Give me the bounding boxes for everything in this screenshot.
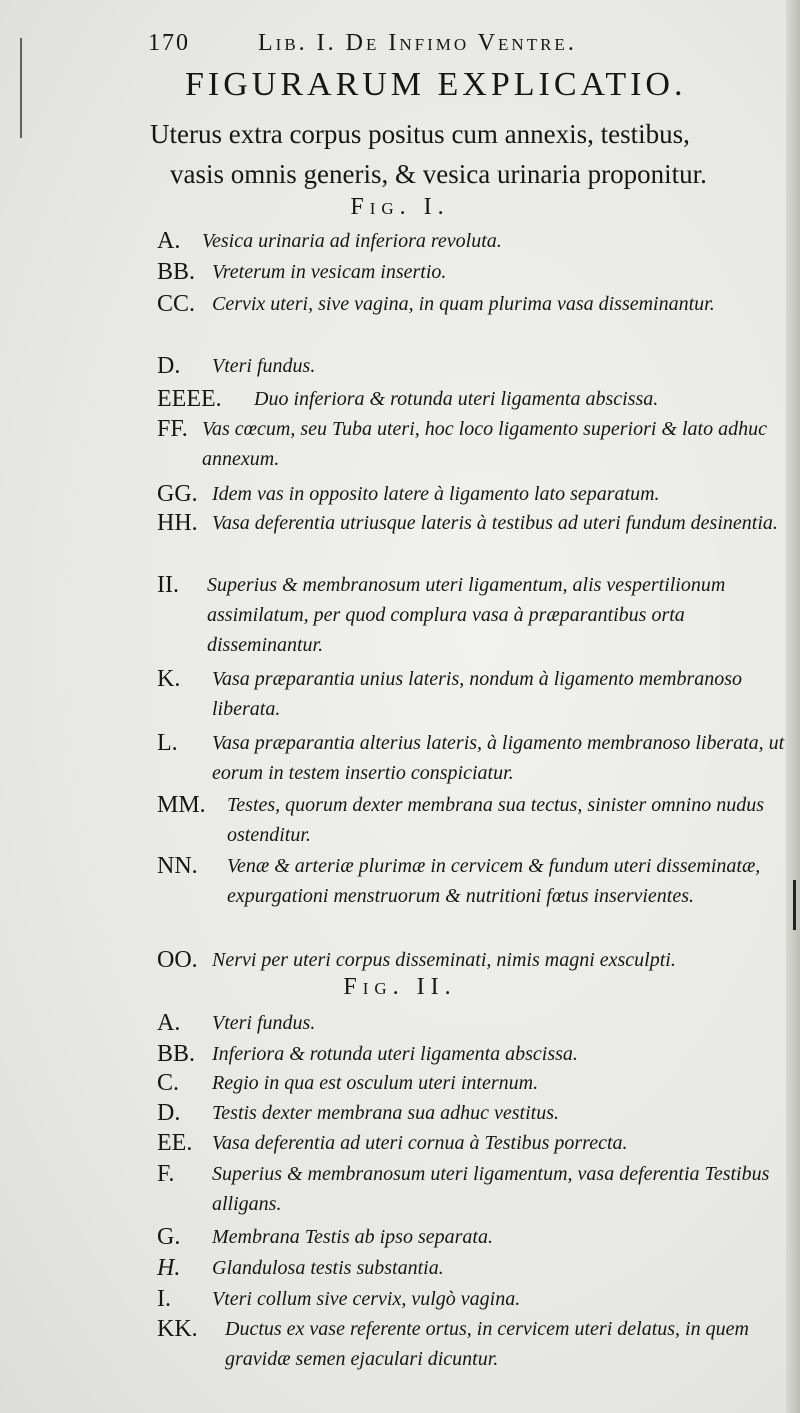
entry-label: H. [157, 1255, 181, 1281]
list-item [157, 1068, 797, 1098]
running-header [148, 30, 708, 64]
entry-label: EE. [157, 1130, 193, 1156]
entry-label: II. [157, 572, 179, 598]
entry-text: Duo inferiora & rotunda uteri ligamenta abscissa. [254, 388, 659, 410]
entry-label: NN. [157, 853, 198, 879]
entry-label: D. [157, 1100, 181, 1126]
list-item [157, 479, 797, 509]
entry-label: MM. [157, 792, 206, 818]
entry-text: Superius & membranosum uteri ligamentum, vasa deferentia Testibus alligans. [212, 1163, 770, 1215]
list-item [157, 1314, 797, 1374]
list-item [157, 1008, 797, 1038]
list-item [157, 414, 797, 474]
list-item [157, 790, 797, 850]
entry-label: BB. [157, 259, 196, 285]
entry-label: A. [157, 228, 181, 254]
entry-text: Membrana Testis ab ipso separata. [212, 1226, 493, 1248]
entry-label: OO. [157, 947, 198, 973]
entry-text: Idem vas in opposito latere à ligamento lato separatum. [212, 483, 660, 505]
entry-text: Nervi per uteri corpus disseminati, nimis magni exsculpti. [212, 949, 676, 971]
entry-label: KK. [157, 1316, 198, 1342]
entry-label: HH. [157, 510, 198, 536]
entry-text: Vasa deferentia utriusque lateris à testibus ad uteri fundum desinentia. [212, 512, 778, 534]
list-item [157, 728, 797, 788]
entry-label: FF. [157, 416, 188, 442]
list-item [157, 508, 797, 568]
figure-1-heading: Fig. I. [350, 194, 450, 220]
gutter-rule [20, 38, 22, 138]
entry-text: Vreterum in vesicam insertio. [212, 261, 447, 283]
entry-label: I. [157, 1286, 171, 1312]
list-item [157, 1098, 797, 1128]
list-item [157, 945, 797, 975]
list-item [157, 1222, 797, 1252]
entry-text: Testes, quorum dexter membrana sua tectus, sinister omnino nudus ostenditur. [227, 794, 765, 846]
entry-text: Vteri fundus. [212, 355, 316, 377]
page-number: 170 [148, 30, 190, 56]
list-item [157, 1253, 797, 1283]
entry-label: CC. [157, 291, 196, 317]
entry-text: Glandulosa testis substantia. [212, 1257, 444, 1279]
running-title: Lib. I. De Infimo Ventre. [258, 30, 577, 56]
entry-text: Ductus ex vase referente ortus, in cervicem uteri delatus, in quem gravidæ semen ejaculari dicuntur. [225, 1318, 749, 1370]
page-title: FIGURARUM EXPLICATIO. [185, 66, 687, 103]
entry-text: Inferiora & rotunda uteri ligamenta abscissa. [212, 1043, 578, 1065]
entry-text: Vasa præparantia alterius lateris, à ligamento membranoso liberata, ut eorum in testem insertio conspiciatur. [212, 732, 785, 784]
entry-label: A. [157, 1010, 181, 1036]
entry-label: L. [157, 730, 178, 756]
subtitle [150, 114, 780, 194]
entry-label: F. [157, 1161, 175, 1187]
list-item [157, 851, 797, 941]
entry-text: Vesica urinaria ad inferiora revoluta. [202, 230, 502, 252]
list-item [157, 570, 797, 660]
entry-text: Vasa præparantia unius lateris, nondum à ligamento membranoso liberata. [212, 668, 743, 720]
subtitle-line-2: vasis omnis generis, & vesica urinaria proponitur. [170, 159, 707, 189]
entry-label: C. [157, 1070, 180, 1096]
entry-text: Vteri fundus. [212, 1012, 316, 1034]
entry-text: Superius & membranosum uteri ligamentum, alis vespertilionum assimilatum, per quod complura vasa à præparantibus orta disseminantur. [207, 574, 726, 656]
list-item [157, 257, 797, 287]
entry-text: Vteri collum sive cervix, vulgò vagina. [212, 1288, 521, 1310]
entry-label: G. [157, 1224, 181, 1250]
entry-label: GG. [157, 481, 198, 507]
list-item [157, 384, 797, 414]
entry-text: Testis dexter membrana sua adhuc vestitus. [212, 1102, 560, 1124]
entry-text: Vasa deferentia ad uteri cornua à Testibus porrecta. [212, 1132, 628, 1154]
list-item [157, 1159, 797, 1219]
figure-2-heading: Fig. II. [343, 974, 457, 1000]
list-item [157, 351, 797, 381]
entry-label: D. [157, 353, 181, 379]
entry-text: Vas cœcum, seu Tuba uteri, hoc loco ligamento superiori & lato adhuc annexum. [202, 418, 767, 470]
list-item [157, 1284, 797, 1314]
subtitle-line-1: Uterus extra corpus positus cum annexis, testibus, [150, 119, 690, 149]
entry-text: Cervix uteri, sive vagina, in quam plurima vasa disseminantur. [212, 293, 715, 315]
entry-label: K. [157, 666, 181, 692]
list-item [157, 664, 797, 724]
list-item [157, 1128, 797, 1158]
list-item [157, 1039, 797, 1069]
entry-label: EEEE. [157, 386, 222, 412]
list-item [157, 226, 797, 256]
entry-text: Venæ & arteriæ plurimæ in cervicem & fundum uteri disseminatæ, expurgationi menstruorum & nutritioni fœtus inservientes. [227, 855, 761, 907]
entry-text: Regio in qua est osculum uteri internum. [212, 1072, 539, 1094]
entry-label: BB. [157, 1041, 196, 1067]
list-item [157, 289, 797, 349]
